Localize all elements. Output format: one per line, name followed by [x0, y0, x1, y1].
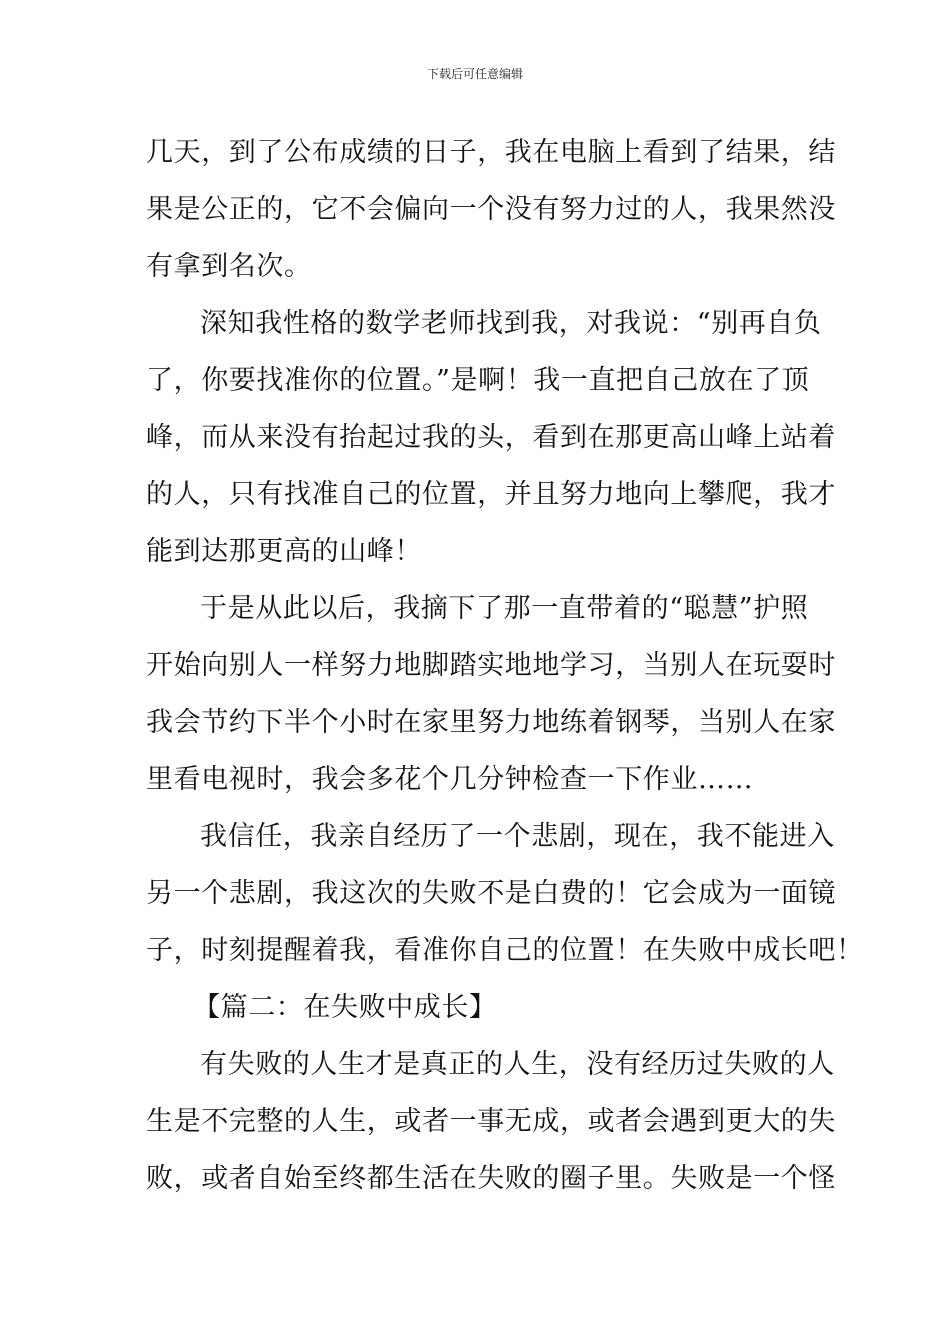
- text-line: 的人，只有找准自己的位置，并且努力地向上攀爬，我才: [146, 479, 836, 510]
- section-heading: 【篇二：在失败中成长】: [193, 992, 497, 1023]
- text-line: 我会节约下半个小时在家里努力地练着钢琴，当别人在家: [146, 707, 836, 738]
- text-line: 峰，而从来没有抬起过我的头，看到在那更高山峰上站着: [146, 422, 836, 453]
- text-line: 能到达那更高的山峰！: [146, 536, 422, 567]
- text-line: 果是公正的，它不会偏向一个没有努力过的人，我果然没: [146, 194, 836, 225]
- text-line: 另一个悲剧，我这次的失败不是白费的！它会成为一面镜: [146, 878, 836, 909]
- text-line: 有失败的人生才是真正的人生，没有经历过失败的人: [200, 1049, 835, 1080]
- text-line: 有拿到名次。: [146, 251, 312, 282]
- page-header: 下载后可任意编辑: [426, 67, 523, 81]
- text-line: 深知我性格的数学老师找到我，对我说：“别再自负: [200, 308, 822, 339]
- text-line: 败，或者自始至终都生活在失败的圈子里。失败是一个怪: [146, 1163, 836, 1194]
- text-line: 开始向别人一样努力地脚踏实地地学习，当别人在玩耍时: [146, 650, 836, 681]
- text-line: 里看电视时，我会多花个几分钟检查一下作业……: [146, 764, 754, 795]
- text-line: 于是从此以后，我摘下了那一直带着的“聪慧”护照: [200, 593, 809, 624]
- text-line: 生是不完整的人生，或者一事无成，或者会遇到更大的失: [146, 1106, 836, 1137]
- text-line: 子，时刻提醒着我，看准你自己的位置！在失败中成长吧！: [146, 935, 864, 966]
- text-line: 我信任，我亲自经历了一个悲剧，现在，我不能进入: [200, 821, 835, 852]
- text-line: 几天，到了公布成绩的日子，我在电脑上看到了结果，结: [146, 137, 836, 168]
- text-line: 了，你要找准你的位置。”是啊！我一直把自己放在了顶: [146, 365, 810, 396]
